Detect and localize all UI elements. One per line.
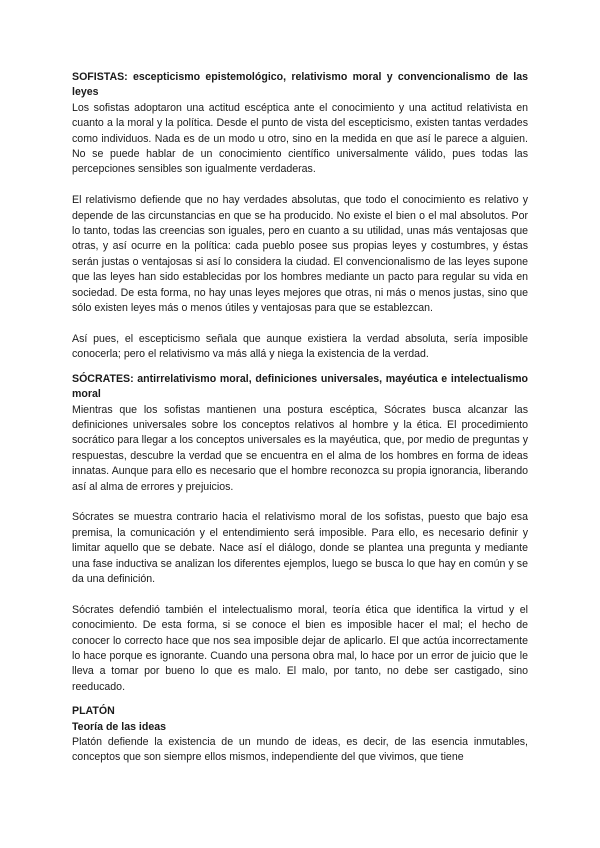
paragraph: El relativismo defiende que no hay verdades absolutas, que todo el conocimiento es relativo y depende de las circunstancias en que se ha producido. No existe el bien o el mal absolutos. Por lo tanto, todas las creencias son iguales, pero en cuanto a su utilidad, unas más ventajosas que otras, y así ocurre en la política: cada pueblo posee sus propias leyes y costumbres, y éstas serán justas o ventajosas si así lo considera la ciudad. El convencionalismo de las leyes supone que las leyes han sido establecidas por los hombres mediante un pacto para regular su vida en sociedad. De esta forma, no hay unas leyes mejores que otras, ni más o menos justas, sino que sólo existen leyes más o menos útiles y ventajosas para que se establezcan. — [72, 194, 528, 315]
section-socrates — [72, 372, 528, 696]
section-platon — [72, 704, 528, 766]
section-subtitle: Teoría de las ideas — [72, 720, 167, 733]
section-sofistas — [72, 70, 528, 363]
paragraph: Platón defiende la existencia de un mundo de ideas, es decir, de las esencia inmutables, conceptos que son siempre ellos mismos, independiente del que vivimos, que tiene — [72, 736, 528, 764]
paragraph: Mientras que los sofistas mantienen una postura escéptica, Sócrates busca alcanzar las definiciones universales sobre los conceptos relativos al hombre y la ética. El procedimiento socrático para llegar a los conceptos universales es la mayéutica, que, por medio de preguntas y respuestas, descubre la verdad que se encuentra en el alma de los hombres en forma de ideas innatas. Aunque para ello es necesario que el hombre reconozca su propia ignorancia, liberando así al alma de errores y prejuicios. — [72, 403, 528, 493]
section-title: SOFISTAS: escepticismo epistemológico, relativismo moral y convencionalismo de las leyes — [72, 71, 528, 99]
section-title: PLATÓN — [72, 705, 115, 718]
paragraph: Sócrates se muestra contrario hacia el relativismo moral de los sofistas, puesto que bajo esa premisa, la comunicación y el entendimiento será imposible. Para ello, es necesario definir y limitar aquello que se debate. Nace así el diálogo, donde se plantea una pregunta y mediante una fase inductiva se analizan los diferentes ejemplos, luego se busca lo que hay en común y se da una definición. — [72, 511, 528, 585]
section-title: SÓCRATES: antirrelativismo moral, definiciones universales, mayéutica e intelectualismo moral — [72, 372, 528, 401]
paragraph: Así pues, el escepticismo señala que aunque existiera la verdad absoluta, sería imposible conocerla; pero el relativismo va más allá y niega la existencia de la verdad. — [72, 332, 528, 361]
paragraph: Los sofistas adoptaron una actitud escéptica ante el conocimiento y una actitud relativista en cuanto a la moral y la política. Desde el punto de vista del escepticismo, existen tantas verdades como individuos. Nada es de un modo u otro, sino en la medida en que así le parece a alguien. No se puede hablar de un conocimiento científico universalmente válido, pues todas las percepciones sensibles son igualmente verdaderas. — [72, 101, 528, 176]
paragraph: Sócrates defendió también el intelectualismo moral, teoría ética que identifica la virtud y el conocimiento. De esta forma, si se conoce el bien es imposible hacer el mal; el hecho de conocer lo correcto hace que nos sea imposible dejar de aplicarlo. El que actúa incorrectamente lo hace porque es ignorante. Cuando una persona obra mal, lo hace por un error de juicio que le lleva a tomar por bueno lo que es malo. El malo, por tanto, no debe ser castigado, sino reeducado. — [72, 603, 528, 693]
